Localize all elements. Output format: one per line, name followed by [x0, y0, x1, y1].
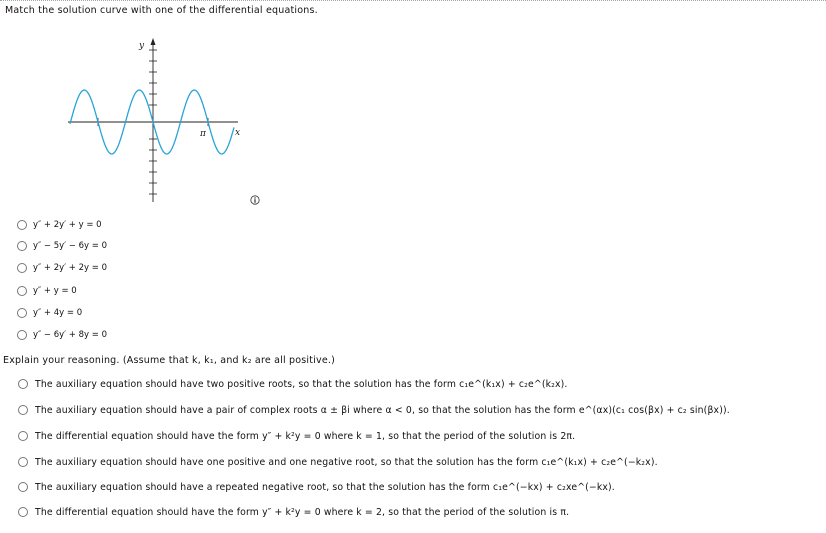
equation-radio-5[interactable] [17, 308, 27, 318]
equation-radio-1[interactable] [17, 220, 27, 230]
equation-label-4: y″ + y = 0 [33, 286, 77, 296]
equation-radio-2[interactable] [17, 241, 27, 251]
equation-option-1[interactable] [17, 219, 102, 231]
reason-label-2: The auxiliary equation should have a pair of complex roots α ± βi where α < 0, so that the solution has the form e^(αx)(c₁ cos(βx) + c₂ sin(βx)). [35, 404, 730, 416]
reason-radio-2[interactable] [18, 405, 28, 415]
equation-option-6[interactable] [17, 329, 107, 341]
reason-option-2[interactable] [18, 403, 730, 417]
reason-option-6[interactable] [18, 505, 569, 519]
explain-prompt: Explain your reasoning. (Assume that k, k₁, and k₂ are all positive.) [3, 355, 336, 366]
equation-label-1: y″ + 2y′ + y = 0 [33, 220, 102, 230]
equation-radio-6[interactable] [17, 330, 27, 340]
solution-curve-graph [60, 34, 260, 204]
question-text: Match the solution curve with one of the differential equations. [5, 5, 318, 16]
reason-label-5: The auxiliary equation should have a repeated negative root, so that the solution has the form c₁e^(−kx) + c₂xe^(−kx). [35, 481, 615, 493]
equation-label-6: y″ − 6y′ + 8y = 0 [33, 330, 107, 340]
reason-radio-3[interactable] [18, 431, 28, 441]
reason-option-4[interactable] [18, 455, 658, 469]
reason-option-3[interactable] [18, 429, 575, 443]
top-divider [0, 0, 826, 1]
equation-option-3[interactable] [17, 262, 107, 274]
x-axis-label: x [235, 128, 241, 138]
equation-label-3: y″ + 2y′ + 2y = 0 [33, 263, 107, 273]
reason-radio-5[interactable] [18, 482, 28, 492]
info-circle-icon[interactable] [250, 195, 260, 205]
equation-radio-4[interactable] [17, 286, 27, 296]
pi-label: π [200, 129, 206, 139]
equation-option-5[interactable] [17, 307, 82, 319]
reason-label-6: The differential equation should have the form y″ + k²y = 0 where k = 2, so that the period of the solution is π. [35, 506, 570, 518]
reason-radio-6[interactable] [18, 507, 28, 517]
reason-option-1[interactable] [18, 377, 568, 391]
equation-radio-3[interactable] [17, 263, 27, 273]
reason-label-1: The auxiliary equation should have two positive roots, so that the solution has the form c₁e^(k₁x) + c₂e^(k₂x). [35, 378, 568, 390]
equation-label-5: y″ + 4y = 0 [33, 308, 83, 318]
y-axis-label: y [139, 41, 145, 51]
reason-label-3: The differential equation should have the form y″ + k²y = 0 where k = 1, so that the period of the solution is 2π. [35, 430, 576, 442]
reason-option-5[interactable] [18, 480, 615, 494]
equation-option-2[interactable] [17, 240, 107, 252]
reason-label-4: The auxiliary equation should have one positive and one negative root, so that the solution has the form c₁e^(k₁x) + c₂e^(−k₂x). [35, 456, 658, 468]
reason-radio-4[interactable] [18, 457, 28, 467]
equation-option-4[interactable] [17, 285, 77, 297]
equation-label-2: y″ − 5y′ − 6y = 0 [33, 241, 107, 251]
y-axis-arrow [151, 38, 156, 45]
reason-radio-1[interactable] [18, 379, 28, 389]
